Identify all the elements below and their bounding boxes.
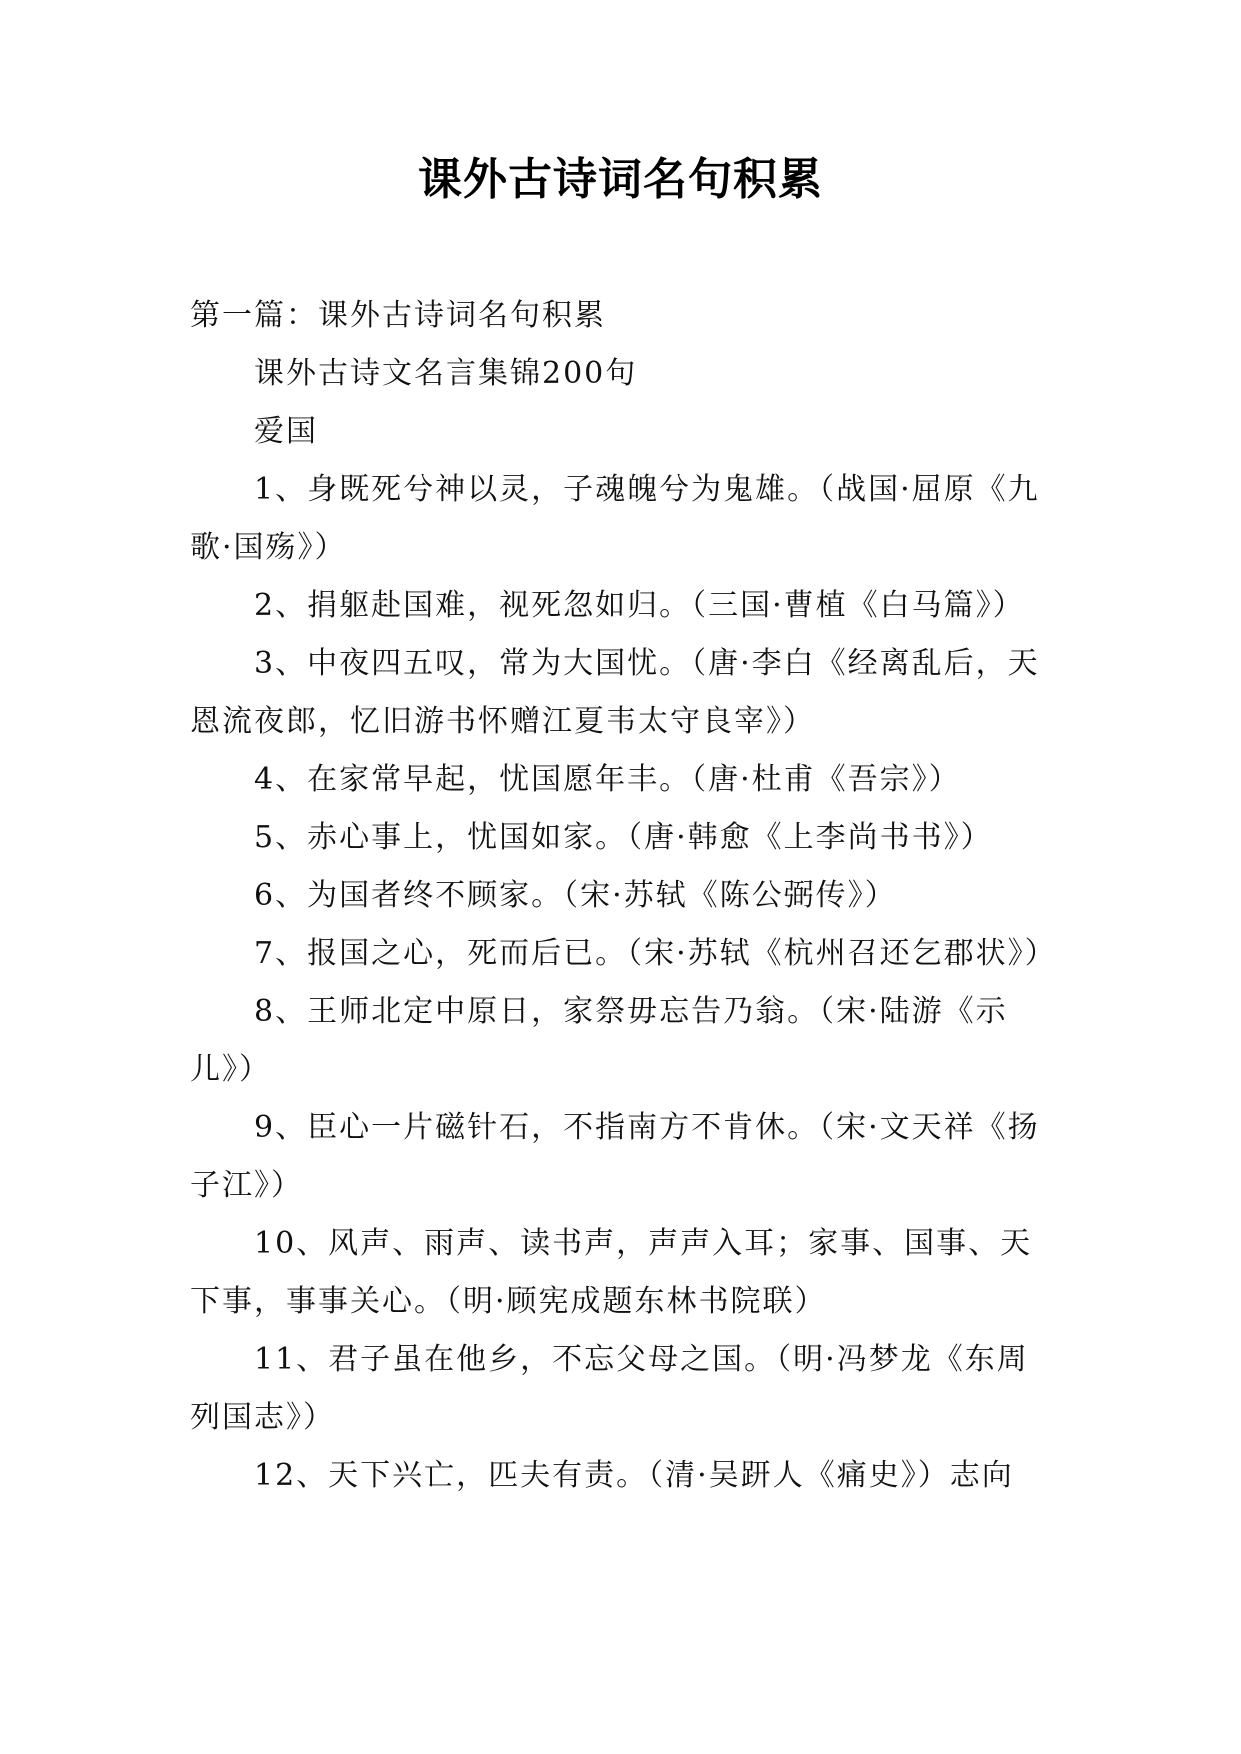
section-heading: 第一篇：课外古诗词名句积累 [190, 298, 606, 333]
quote-item: 1、身既死兮神以灵，子魂魄兮为鬼雄。（战国·屈原《九歌·国殇》） [190, 472, 1040, 565]
category-heading: 爱国 [254, 414, 318, 449]
quote-item: 12、天下兴亡，匹夫有责。（清·吴趼人《痛史》）志向 [254, 1458, 1014, 1493]
quote-item: 5、赤心事上，忧国如家。（唐·韩愈《上李尚书书》） [254, 820, 993, 855]
document-body [190, 287, 1057, 1505]
quote-item: 9、臣心一片磁针石，不指南方不肯休。（宋·文天祥《扬子江》） [190, 1110, 1040, 1203]
subtitle: 课外古诗文名言集锦200句 [254, 356, 638, 391]
quote-item: 8、王师北定中原日，家祭毋忘告乃翁。（宋·陆游《示儿》） [190, 994, 1008, 1087]
document-title: 课外古诗词名句积累 [418, 154, 823, 205]
quote-item: 6、为国者终不顾家。（宋·苏轼《陈公弼传》） [254, 878, 897, 913]
quote-item: 10、风声、雨声、读书声，声声入耳；家事、国事、天下事，事事关心。（明·顾宪成题东林书院联） [190, 1226, 1033, 1319]
quote-item: 4、在家常早起，忧国愿年丰。（唐·杜甫《吾宗》） [254, 762, 961, 797]
quote-item: 3、中夜四五叹，常为大国忧。（唐·李白《经离乱后，天恩流夜郎，忆旧游书怀赠江夏韦太守良宰》） [190, 646, 1040, 739]
quote-item: 2、捐躯赴国难，视死忽如归。（三国·曹植《白马篇》） [254, 588, 1025, 623]
quote-item: 11、君子虽在他乡，不忘父母之国。（明·冯梦龙《东周列国志》） [190, 1342, 1029, 1435]
quote-item: 7、报国之心，死而后已。（宋·苏轼《杭州召还乞郡状》） [254, 936, 1057, 971]
